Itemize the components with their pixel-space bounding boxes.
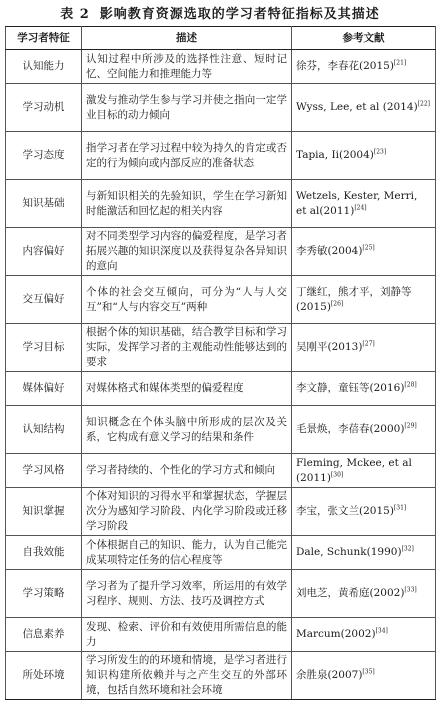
feature-cell: 学习态度 — [6, 132, 82, 180]
table-row — [6, 132, 436, 180]
reference-text: Wyss, Lee, et al (2014) — [296, 101, 418, 113]
citation-number: [33] — [404, 586, 417, 594]
reference-cell — [292, 132, 436, 180]
citation-number: [22] — [417, 100, 430, 108]
citation-number: [31] — [393, 504, 407, 512]
description-cell: 根据个体的知识基础，结合教学目标和学习实际，发挥学习者的主观能动性能够达到的要求 — [82, 324, 292, 372]
table-row — [6, 84, 436, 132]
citation-number: [25] — [362, 244, 375, 252]
table-header-row — [6, 27, 436, 50]
table-row — [6, 536, 436, 570]
table-title: 影响教育资源选取的学习者特征指标及其描述 — [99, 7, 380, 22]
feature-cell: 信息素养 — [6, 618, 82, 652]
table-row — [6, 570, 436, 618]
feature-cell: 内容偏好 — [6, 228, 82, 276]
learner-features-table — [5, 26, 436, 700]
table-row — [6, 618, 436, 652]
reference-text: 刘电芝，黄希庭(2002) — [296, 587, 405, 599]
feature-cell: 自我效能 — [6, 536, 82, 570]
reference-cell — [292, 84, 436, 132]
table-row — [6, 488, 436, 536]
table-row — [6, 228, 436, 276]
feature-cell: 学习动机 — [6, 84, 82, 132]
header-feature: 学习者特征 — [6, 27, 82, 50]
feature-cell: 认知能力 — [6, 50, 82, 84]
reference-text: 李宝，张文兰(2015) — [296, 505, 394, 517]
reference-cell — [292, 50, 436, 84]
description-cell: 个体根据自己的知识、能力，认为自己能完成某项特定任务的信心程度等 — [82, 536, 292, 570]
citation-number: [34] — [375, 627, 388, 635]
reference-text: 徐芬，李春花(2015) — [296, 60, 394, 72]
description-cell: 激发与推动学生参与学习并使之指向一定学业目标的动力倾向 — [82, 84, 292, 132]
table-row — [6, 50, 436, 84]
reference-text: 李文静，童钰等(2016) — [296, 382, 405, 394]
description-cell: 学习者持续的、个性化的学习方式和倾向 — [82, 454, 292, 488]
table-row — [6, 454, 436, 488]
reference-cell — [292, 652, 436, 700]
reference-text: Wetzels, Kester, Merri, et al(2011) — [296, 189, 418, 217]
table-row — [6, 372, 436, 406]
reference-cell — [292, 180, 436, 228]
reference-text: 丁继红，熊才平，刘静等(2015) — [296, 285, 412, 313]
feature-cell: 学习目标 — [6, 324, 82, 372]
table-row — [6, 324, 436, 372]
reference-cell — [292, 372, 436, 406]
description-cell: 个体对知识的习得水平和掌握状态，学握层次分为感知学习阶段、内化学习阶段或迁移学习阶段 — [82, 488, 292, 536]
table-caption — [5, 4, 435, 26]
table-number: 表 2 — [60, 7, 90, 22]
description-cell: 发现、检索、评价和有效使用所需信息的能力 — [82, 618, 292, 652]
citation-number: [24] — [354, 204, 367, 211]
reference-cell — [292, 536, 436, 570]
citation-number: [32] — [401, 545, 414, 553]
description-cell: 个体的社会交互倾向，可分为“人与人交互”和“人与内容交互”两种 — [82, 276, 292, 324]
citation-number: [27] — [362, 340, 375, 348]
reference-text: 李秀敏(2004) — [296, 245, 363, 257]
reference-cell — [292, 324, 436, 372]
table-body — [6, 50, 436, 700]
citation-number: [28] — [404, 381, 417, 389]
table-row — [6, 652, 436, 700]
feature-cell: 认知结构 — [6, 406, 82, 454]
header-reference: 参考文献 — [292, 27, 436, 50]
feature-cell: 知识掌握 — [6, 488, 82, 536]
reference-cell — [292, 276, 436, 324]
reference-text: Dale, Schunk(1990) — [296, 546, 402, 558]
citation-number: [30] — [330, 471, 344, 478]
reference-text: 吴刚平(2013) — [296, 341, 363, 353]
reference-cell — [292, 570, 436, 618]
description-cell: 指学习者在学习过程中较为持久的肯定或否定的行为倾向或内部反应的准备状态 — [82, 132, 292, 180]
feature-cell: 学习风格 — [6, 454, 82, 488]
citation-number: [23] — [373, 148, 387, 156]
feature-cell: 所处环境 — [6, 652, 82, 700]
description-cell: 与新知识相关的先验知识，学生在学习新知时能激活和回忆起的相关内容 — [82, 180, 292, 228]
reference-text: Tapia, Ii(2004) — [296, 149, 374, 161]
feature-cell: 交互偏好 — [6, 276, 82, 324]
reference-cell — [292, 228, 436, 276]
reference-text: Marcum(2002) — [296, 628, 376, 640]
reference-cell — [292, 488, 436, 536]
reference-text: 毛景焕，李蓓春(2000) — [296, 423, 405, 435]
reference-cell — [292, 454, 436, 488]
description-cell: 学习者为了提升学习效率，所运用的有效学习程序、规则、方法、技巧及调控方式 — [82, 570, 292, 618]
feature-cell: 媒体偏好 — [6, 372, 82, 406]
header-description: 描述 — [82, 27, 292, 50]
reference-cell — [292, 406, 436, 454]
description-cell: 知识概念在个体头脑中所形成的层次及关系，它构成有意义学习的结果和条件 — [82, 406, 292, 454]
table-row — [6, 406, 436, 454]
reference-text: Fleming, Mckee, et al (2011) — [296, 456, 412, 484]
citation-number: [35] — [362, 668, 375, 676]
feature-cell: 知识基础 — [6, 180, 82, 228]
table-row — [6, 180, 436, 228]
feature-cell: 学习策略 — [6, 570, 82, 618]
table-row — [6, 276, 436, 324]
reference-text: 余胜泉(2007) — [296, 669, 363, 681]
description-cell: 对不同类型学习内容的偏爱程度，是学习者拓展兴趣的知识深度以及获得复杂各异知识的意向 — [82, 228, 292, 276]
citation-number: [21] — [393, 59, 407, 67]
citation-number: [26] — [330, 300, 344, 307]
citation-number: [29] — [404, 422, 417, 430]
description-cell: 认知过程中所涉及的选择性注意、短时记忆、空间能力和推理能力等 — [82, 50, 292, 84]
description-cell: 对媒体格式和媒体类型的偏爱程度 — [82, 372, 292, 406]
reference-cell — [292, 618, 436, 652]
description-cell: 学习所发生的的环境和情境，是学习者进行知识构建所依赖并与之产生交互的外部环境，包括自然环境和社会环境 — [82, 652, 292, 700]
